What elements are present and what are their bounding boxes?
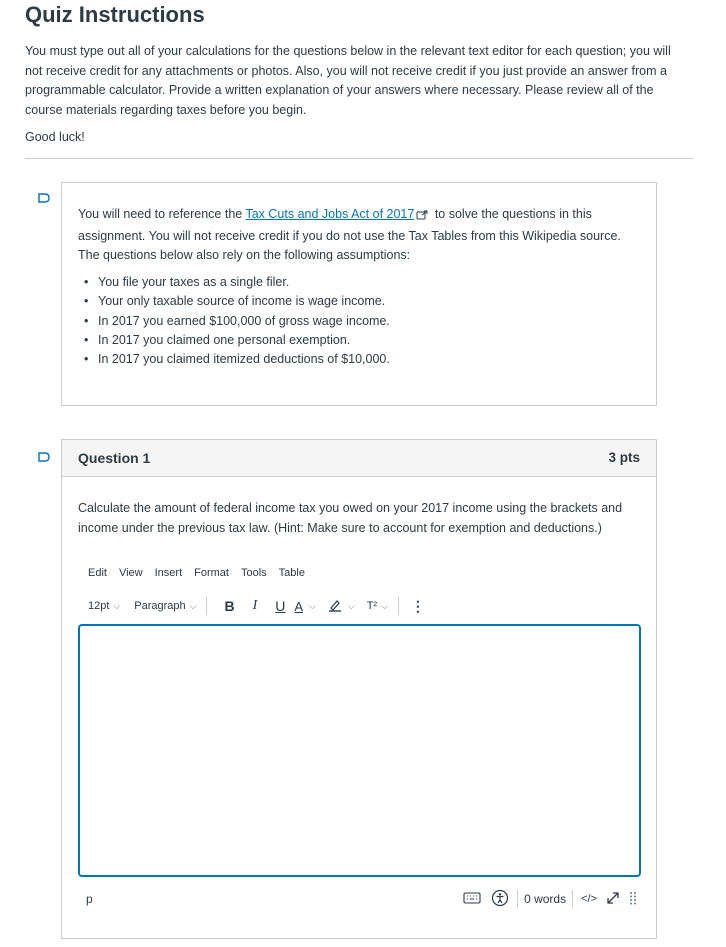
question-header [62,440,656,477]
rich-text-editor[interactable] [78,624,641,877]
html-editor-toggle[interactable]: </> [581,893,597,905]
block-format-select[interactable] [134,595,196,617]
block-format-value: Paragraph [134,600,186,612]
statusbar-separator [572,890,573,908]
text-color-button[interactable] [294,595,316,617]
chevron-down-icon: ⌵ [189,600,197,611]
menu-table[interactable]: Table [278,567,305,579]
text-color-letter: A [294,598,304,614]
chevron-down-icon: ⌵ [113,600,121,611]
bold-button[interactable]: B [224,598,235,614]
keyboard-icon[interactable] [463,891,481,908]
statusbar-controls [463,888,637,910]
toolbar-separator [206,597,207,615]
toolbar-separator [398,597,399,615]
info-card [61,182,657,406]
editor-toolbar [88,595,425,617]
menu-view[interactable]: View [118,567,143,579]
element-path[interactable]: p [86,892,93,906]
list-item: • In 2017 you claimed itemized deductions of $10,000. [98,350,390,369]
accessibility-icon[interactable] [491,889,509,910]
superscript-button[interactable] [367,595,388,617]
chevron-down-icon: ⌵ [381,600,388,611]
bookmark-icon[interactable] [38,193,50,203]
highlight-button[interactable] [328,595,355,617]
superscript-label: T² [366,600,378,612]
info-text-before: You will need to reference the [78,207,246,221]
external-link-icon [416,207,429,227]
more-options-button[interactable]: ⋮ [410,597,425,614]
info-text-after: to solve the questions in this assignment. You will not receive credit if you do not use the Tax Tables from this Wikipedia source. The questions below also rely on the following assumptions: [78,207,621,262]
menu-insert[interactable]: Insert [154,567,183,579]
good-luck-text: Good luck! [25,130,85,144]
menu-tools[interactable]: Tools [240,567,267,579]
page-title: Quiz Instructions [25,2,205,27]
chevron-down-icon: ⌵ [309,600,316,611]
list-item: • Your only taxable source of income is wage income. [98,292,390,311]
editor-statusbar [78,886,641,912]
editor-menubar [88,567,317,579]
question-card [61,439,657,939]
word-count[interactable]: 0 words [524,892,567,906]
chevron-down-icon: ⌵ [347,600,355,611]
list-item: • In 2017 you earned $100,000 of gross wage income. [98,312,390,331]
list-item: • You file your taxes as a single filer. [98,273,390,292]
question-text: Calculate the amount of federal income tax you owed on your 2017 income using the brackets and income under the previous tax law. (Hint: Make sure to account for exemption and deductions.) [78,501,623,535]
quiz-instructions: You must type out all of your calculations for the questions below in the relevant text editor for each question; you will not receive credit for any attachments or photos. Also, you will not receive credit if you just provide an answer from a programmable calculator. Provide a written explanation of your answers where necessary. Please review all of the course materials regarding taxes before you begin. [25,44,671,117]
tax-act-link[interactable]: Tax Cuts and Jobs Act of 2017 [245,207,415,221]
fullscreen-icon[interactable] [605,890,621,909]
underline-button[interactable]: U [275,598,286,614]
list-item: • In 2017 you claimed one personal exemption. [98,331,390,350]
font-size-value: 12pt [88,600,110,612]
highlighter-icon [328,598,342,615]
menu-edit[interactable]: Edit [88,567,107,579]
resize-handle-icon[interactable] [629,891,637,908]
question-points: 3 pts [608,450,640,465]
info-text [78,205,638,266]
italic-button[interactable]: I [252,598,258,613]
divider [25,158,693,159]
bookmark-icon[interactable] [38,452,50,462]
statusbar-separator [517,890,518,908]
font-size-select[interactable] [88,595,120,617]
assumptions-list [98,273,390,369]
question-name: Question 1 [78,450,151,466]
menu-format[interactable]: Format [194,567,229,579]
